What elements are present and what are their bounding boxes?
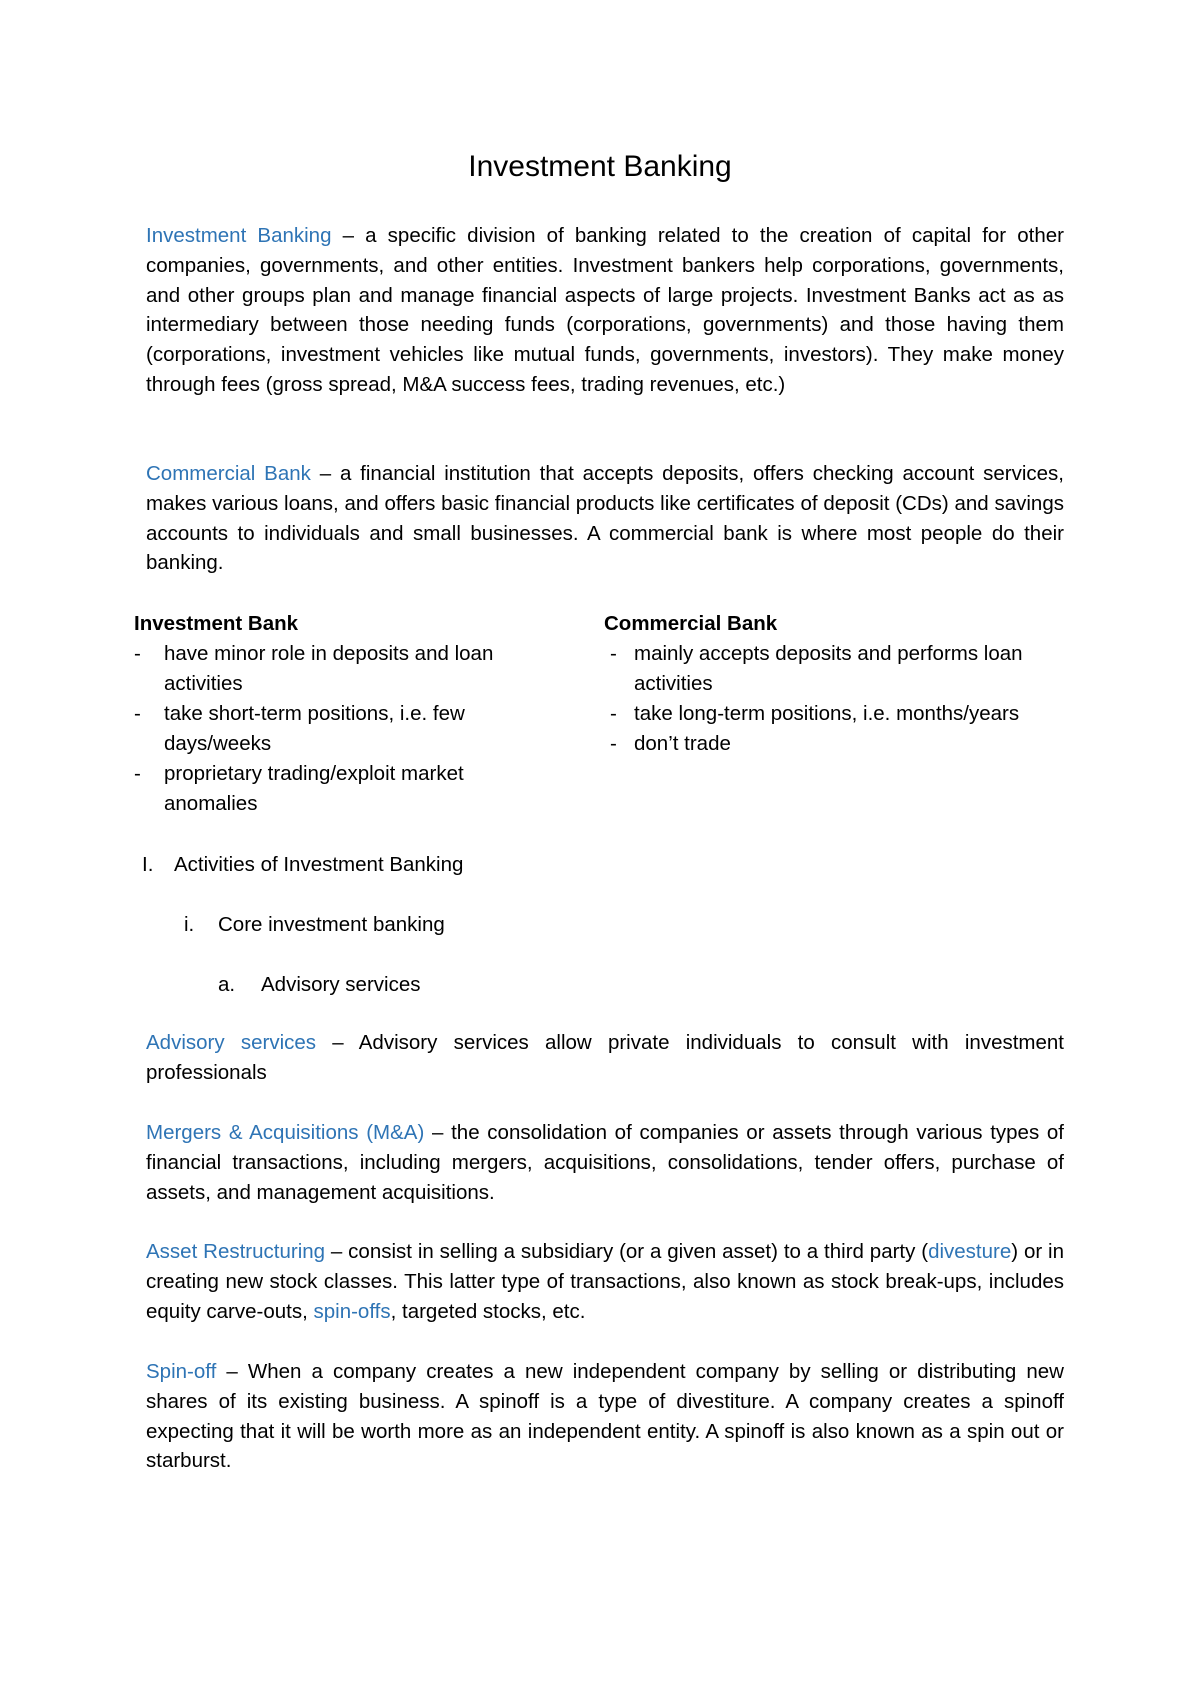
list-item: - mainly accepts deposits and performs loan activities: [604, 639, 1034, 699]
outline-level-2: [184, 910, 445, 940]
commercial-bank-list: [604, 639, 1034, 759]
outline-marker: I.: [142, 853, 154, 876]
definition-text: – Advisory services allow private individuals to consult with investment professionals: [146, 1031, 1064, 1084]
investment-bank-heading: Investment Bank: [134, 612, 299, 635]
term-commercial-bank: Commercial Bank: [146, 462, 311, 485]
definition-text: – consist in selling a subsidiary (or a given asset) to a third party (: [325, 1240, 929, 1263]
term-mergers-acquisitions: Mergers & Acquisitions (M&A): [146, 1121, 425, 1144]
list-item: - don’t trade: [604, 729, 1034, 759]
outline-text: Advisory services: [261, 973, 421, 996]
definition-text: , targeted stocks, etc.: [390, 1299, 586, 1323]
outline-marker: i.: [184, 913, 195, 936]
definition-advisory-services: [146, 1028, 1064, 1088]
term-spin-offs: spin-offs: [313, 1299, 391, 1323]
definition-text: – a financial institution that accepts deposits, offers checking account services, makes various loans, and offers basic financial products like certificates of deposit (CDs) and savings accounts to individuals and small businesses. A commercial bank is where most people do their banking.: [146, 462, 1064, 575]
definition-text: – the consolidation of companies or assets through various types of financial transactions, including mergers, acquisitions, consolidations, tender offers, purchase of assets, and management acquisitions.: [146, 1121, 1064, 1204]
definition-text: – a specific division of banking related to the creation of capital for other companies, governments, and other entities. Investment bankers help corporations, governments, and other groups plan and manage financial aspects of large projects. Investment Banks act as as intermediary between those needing funds (corporations, governments) and those having them (corporations, investment vehicles like mutual funds, governments, investors). They make money through fees (gross spread, M&A success fees, trading revenues, etc.): [146, 224, 1064, 396]
page-title: Investment Banking: [468, 150, 732, 183]
term-investment-banking: Investment Banking: [146, 224, 332, 247]
term-spin-off: Spin-off: [146, 1360, 217, 1383]
commercial-bank-heading: Commercial Bank: [604, 612, 778, 635]
definition-spin-off: [146, 1357, 1064, 1476]
investment-bank-column: [134, 609, 534, 819]
outline-level-1: [142, 850, 463, 880]
outline-text: Activities of Investment Banking: [174, 853, 464, 876]
definition-investment-banking: [146, 221, 1064, 400]
commercial-bank-column: [604, 609, 1034, 759]
outline-text: Core investment banking: [218, 913, 445, 936]
list-item: - take short-term positions, i.e. few days/weeks: [134, 699, 534, 759]
outline-level-3: [218, 970, 421, 1000]
definition-mergers-acquisitions: [146, 1118, 1064, 1207]
term-asset-restructuring: Asset Restructuring: [146, 1240, 326, 1263]
definition-asset-restructuring: [146, 1237, 1064, 1326]
list-item: - take long-term positions, i.e. months/years: [604, 699, 1034, 729]
outline-marker: a.: [218, 973, 236, 996]
definition-text: ) or in creating new stock classes. This latter type of transactions, also known as stock break-ups, includes equity carve-outs,: [146, 1240, 1065, 1323]
list-item: - proprietary trading/exploit market anomalies: [134, 759, 534, 819]
term-advisory-services: Advisory services: [146, 1031, 317, 1054]
term-divesture: divesture: [928, 1240, 1012, 1263]
list-item: - have minor role in deposits and loan activities: [134, 639, 534, 699]
definition-commercial-bank: [146, 459, 1064, 578]
definition-text: – When a company creates a new independent company by selling or distributing new shares of its existing business. A spinoff is a type of divestiture. A company creates a spinoff expecting that it will be worth more as an independent entity. A spinoff is also known as a spin out or starburst.: [146, 1360, 1064, 1473]
investment-bank-list: [134, 639, 534, 819]
